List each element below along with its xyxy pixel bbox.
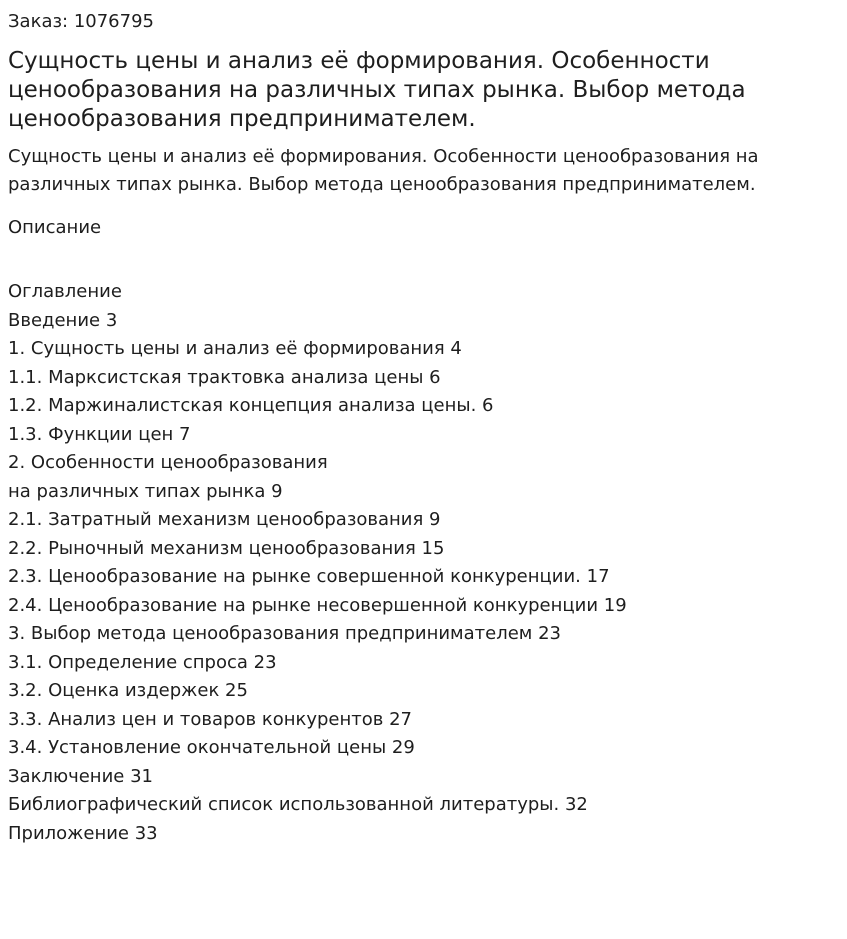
toc-item: 3.4. Установление окончательной цены 29 — [8, 737, 415, 758]
toc-item: 2.3. Ценообразование на рынке совершенной конкуренции. 17 — [8, 566, 610, 587]
toc-item: 3.3. Анализ цен и товаров конкурентов 27 — [8, 708, 412, 730]
toc-item: 2.2. Рыночный механизм ценообразования 15 — [8, 537, 445, 559]
toc-heading: Оглавление — [8, 281, 122, 302]
order-number: Заказ: 1076795 — [8, 11, 154, 32]
toc-item: Приложение 33 — [8, 822, 158, 844]
toc-item: 2.4. Ценообразование на рынке несовершенной конкуренции 19 — [8, 594, 627, 616]
toc-item: 2. Особенности ценообразования — [8, 452, 328, 473]
toc-item: 2.1. Затратный механизм ценообразования 9 — [8, 509, 441, 530]
toc-item: 1.3. Функции цен 7 — [8, 423, 191, 445]
toc-item: 3. Выбор метода ценообразования предпринимателем 23 — [8, 623, 562, 644]
description-label: Описание — [8, 217, 102, 238]
toc-item: Введение 3 — [8, 309, 118, 331]
document-title: Сущность цены и анализ её формирования. Особенности ценообразования на различных типах рынка. Выбор метода ценообразования предпринимателем. — [8, 48, 746, 132]
toc-item: 1. Сущность цены и анализ её формирования 4 — [8, 338, 462, 359]
toc-item: 3.2. Оценка издержек 25 — [8, 680, 248, 701]
toc-item: 1.1. Марксистская трактовка анализа цены 6 — [8, 366, 441, 388]
toc-item: 3.1. Определение спроса 23 — [8, 651, 277, 673]
toc-item: 1.2. Маржиналистская концепция анализа цены. 6 — [8, 395, 494, 416]
toc-item: Заключение 31 — [8, 765, 153, 787]
document-subtitle: Сущность цены и анализ её формирования. Особенности ценообразования на различных типах рынка. Выбор метода ценообразования предпринимателем. — [8, 146, 759, 195]
table-of-contents — [8, 278, 839, 848]
toc-item: на различных типах рынка 9 — [8, 480, 283, 502]
toc-item: Библиографический список использованной литературы. 32 — [8, 794, 588, 815]
